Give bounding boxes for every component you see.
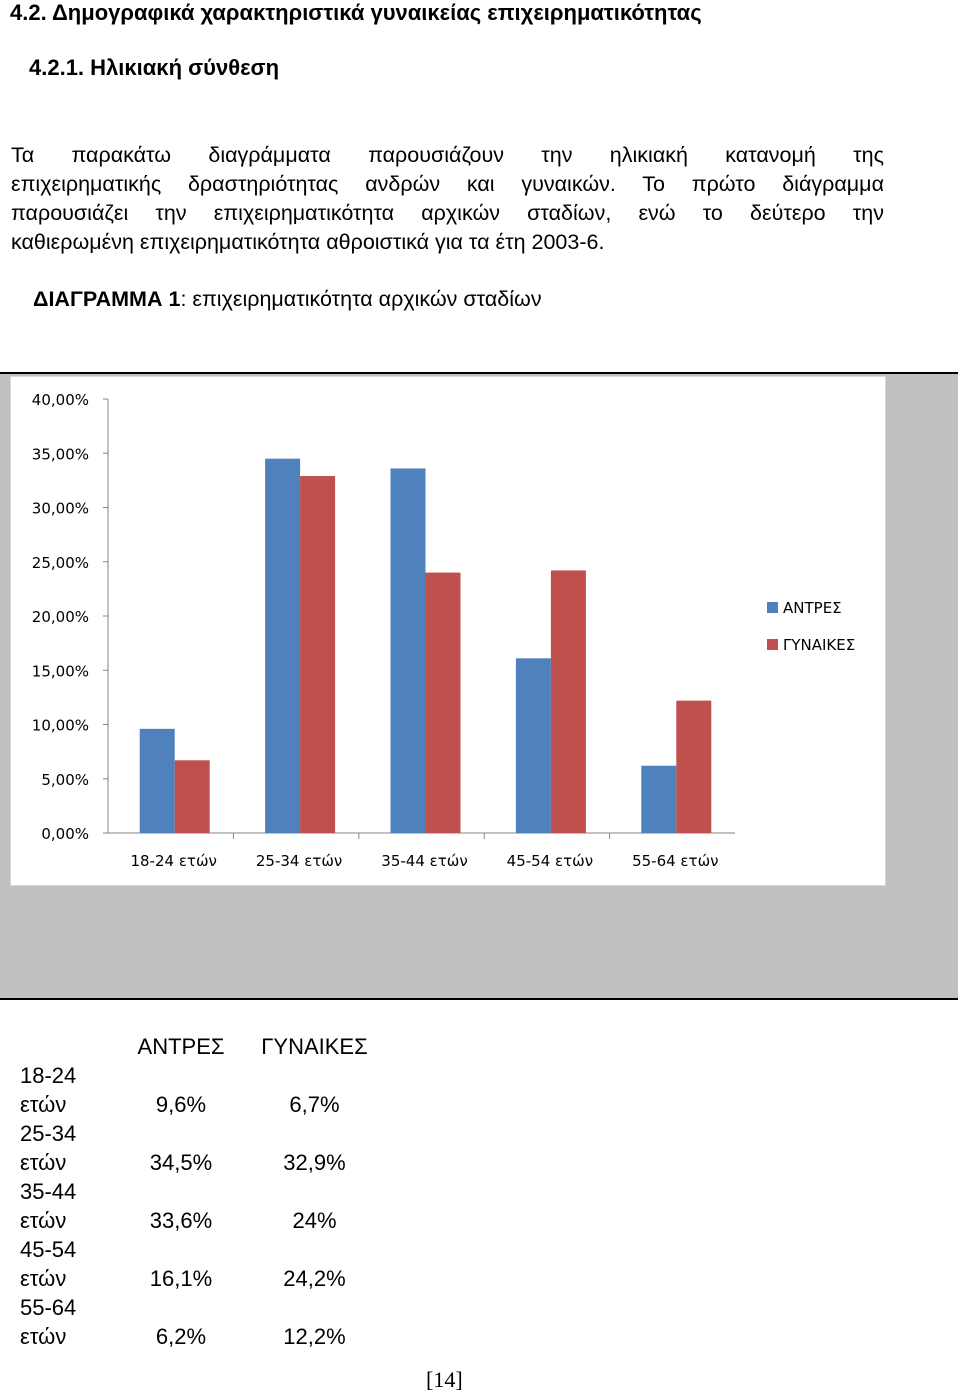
- bar-men: [641, 766, 676, 833]
- bar-women: [426, 573, 461, 833]
- paragraph-line: παρουσιάζει την επιχειρηματικότητα αρχικών σταδίων, ενώ το δεύτερο την: [11, 201, 884, 225]
- paragraph-line: Τα παρακάτω διαγράμματα παρουσιάζουν την ηλικιακή κατανομή της: [11, 143, 884, 167]
- page-number: [14]: [426, 1367, 463, 1392]
- table-category: 35-44: [20, 1179, 77, 1204]
- x-tick-label: 55-64 ετών: [632, 852, 719, 870]
- table-category: 45-54: [20, 1237, 77, 1262]
- table-value-women: 24,2%: [283, 1266, 346, 1291]
- table-category: 25-34: [20, 1121, 77, 1146]
- legend-swatch: [767, 602, 778, 613]
- diagram-caption-label: ΔΙΑΓΡΑΜΜΑ 1: [33, 287, 181, 311]
- table-category: 55-64: [20, 1295, 77, 1320]
- subsection-title: 4.2.1. Ηλικιακή σύνθεση: [29, 55, 280, 80]
- chart-area: [10, 376, 886, 886]
- table-row: [20, 1090, 387, 1119]
- x-tick-label: 25-34 ετών: [255, 852, 343, 870]
- table-value-men: 16,1%: [149, 1266, 213, 1291]
- table-header-men: ΑΝΤΡΕΣ: [137, 1034, 225, 1059]
- data-table: [20, 1032, 387, 1351]
- table-value-men: 33,6%: [149, 1208, 213, 1233]
- bar-men: [140, 729, 175, 833]
- table-value-women: 32,9%: [283, 1150, 346, 1175]
- y-tick-label: 35,00%: [31, 445, 89, 464]
- section-title: 4.2. Δημογραφικά χαρακτηριστικά γυναικείας επιχειρηματικότητας: [10, 0, 702, 25]
- table-row: [20, 1322, 387, 1351]
- x-tick-label: 35-44 ετών: [381, 852, 468, 870]
- y-tick-label: 20,00%: [31, 608, 89, 626]
- y-tick-label: 30,00%: [31, 499, 89, 518]
- x-tick-label: 18-24 ετών: [130, 852, 217, 870]
- intro-paragraph: [11, 141, 884, 257]
- paragraph-line: καθιερωμένη επιχειρηματικότητα αθροιστικά για τα έτη 2003-6.: [11, 230, 605, 254]
- table-corner: [20, 1032, 120, 1061]
- y-tick-label: 0,00%: [41, 825, 89, 843]
- diagram-caption: [33, 287, 542, 312]
- bar-men: [516, 658, 551, 833]
- legend-label: ΓΥΝΑΙΚΕΣ: [783, 636, 856, 654]
- table-category: ετών: [20, 1150, 67, 1175]
- table-value-men: 6,2%: [155, 1324, 207, 1349]
- table-row: [20, 1264, 387, 1293]
- table-row: [20, 1293, 387, 1322]
- y-tick-label: 5,00%: [41, 770, 89, 789]
- table-category: ετών: [20, 1266, 67, 1291]
- table-row: [20, 1061, 387, 1090]
- table-category: ετών: [20, 1324, 67, 1349]
- table-row: [20, 1119, 387, 1148]
- x-tick-label: 45-54 ετών: [506, 852, 594, 870]
- table-value-women: 24%: [292, 1208, 337, 1233]
- table-row: [20, 1235, 387, 1264]
- y-tick-label: 40,00%: [31, 391, 89, 409]
- table-value-men: 9,6%: [155, 1092, 207, 1117]
- table-category: ετών: [20, 1208, 67, 1233]
- bar-chart: [11, 377, 885, 885]
- table-value-women: 6,7%: [289, 1092, 340, 1117]
- table-row: [20, 1148, 387, 1177]
- diagram-caption-text: : επιχειρηματικότητα αρχικών σταδίων: [180, 287, 542, 311]
- y-tick-label: 10,00%: [31, 716, 89, 735]
- paragraph-line: επιχειρηματικής δραστηριότητας ανδρών και γυναικών. Το πρώτο διάγραμμα: [11, 172, 884, 196]
- legend-label: ΑΝΤΡΕΣ: [783, 599, 842, 617]
- table-row: [20, 1177, 387, 1206]
- table-value-men: 34,5%: [149, 1150, 213, 1175]
- bar-men: [265, 459, 300, 833]
- y-tick-label: 15,00%: [31, 662, 89, 681]
- table-header-women: ΓΥΝΑΙΚΕΣ: [261, 1034, 368, 1059]
- bar-women: [175, 760, 210, 833]
- table-row: [20, 1206, 387, 1235]
- legend-swatch: [767, 639, 778, 650]
- bar-men: [391, 468, 426, 833]
- y-tick-label: 25,00%: [31, 553, 89, 572]
- table-category: ετών: [20, 1092, 67, 1117]
- bar-women: [676, 701, 711, 833]
- bar-women: [551, 570, 586, 833]
- table-value-women: 12,2%: [283, 1324, 346, 1349]
- bar-women: [300, 476, 335, 833]
- table-category: 18-24: [20, 1063, 77, 1088]
